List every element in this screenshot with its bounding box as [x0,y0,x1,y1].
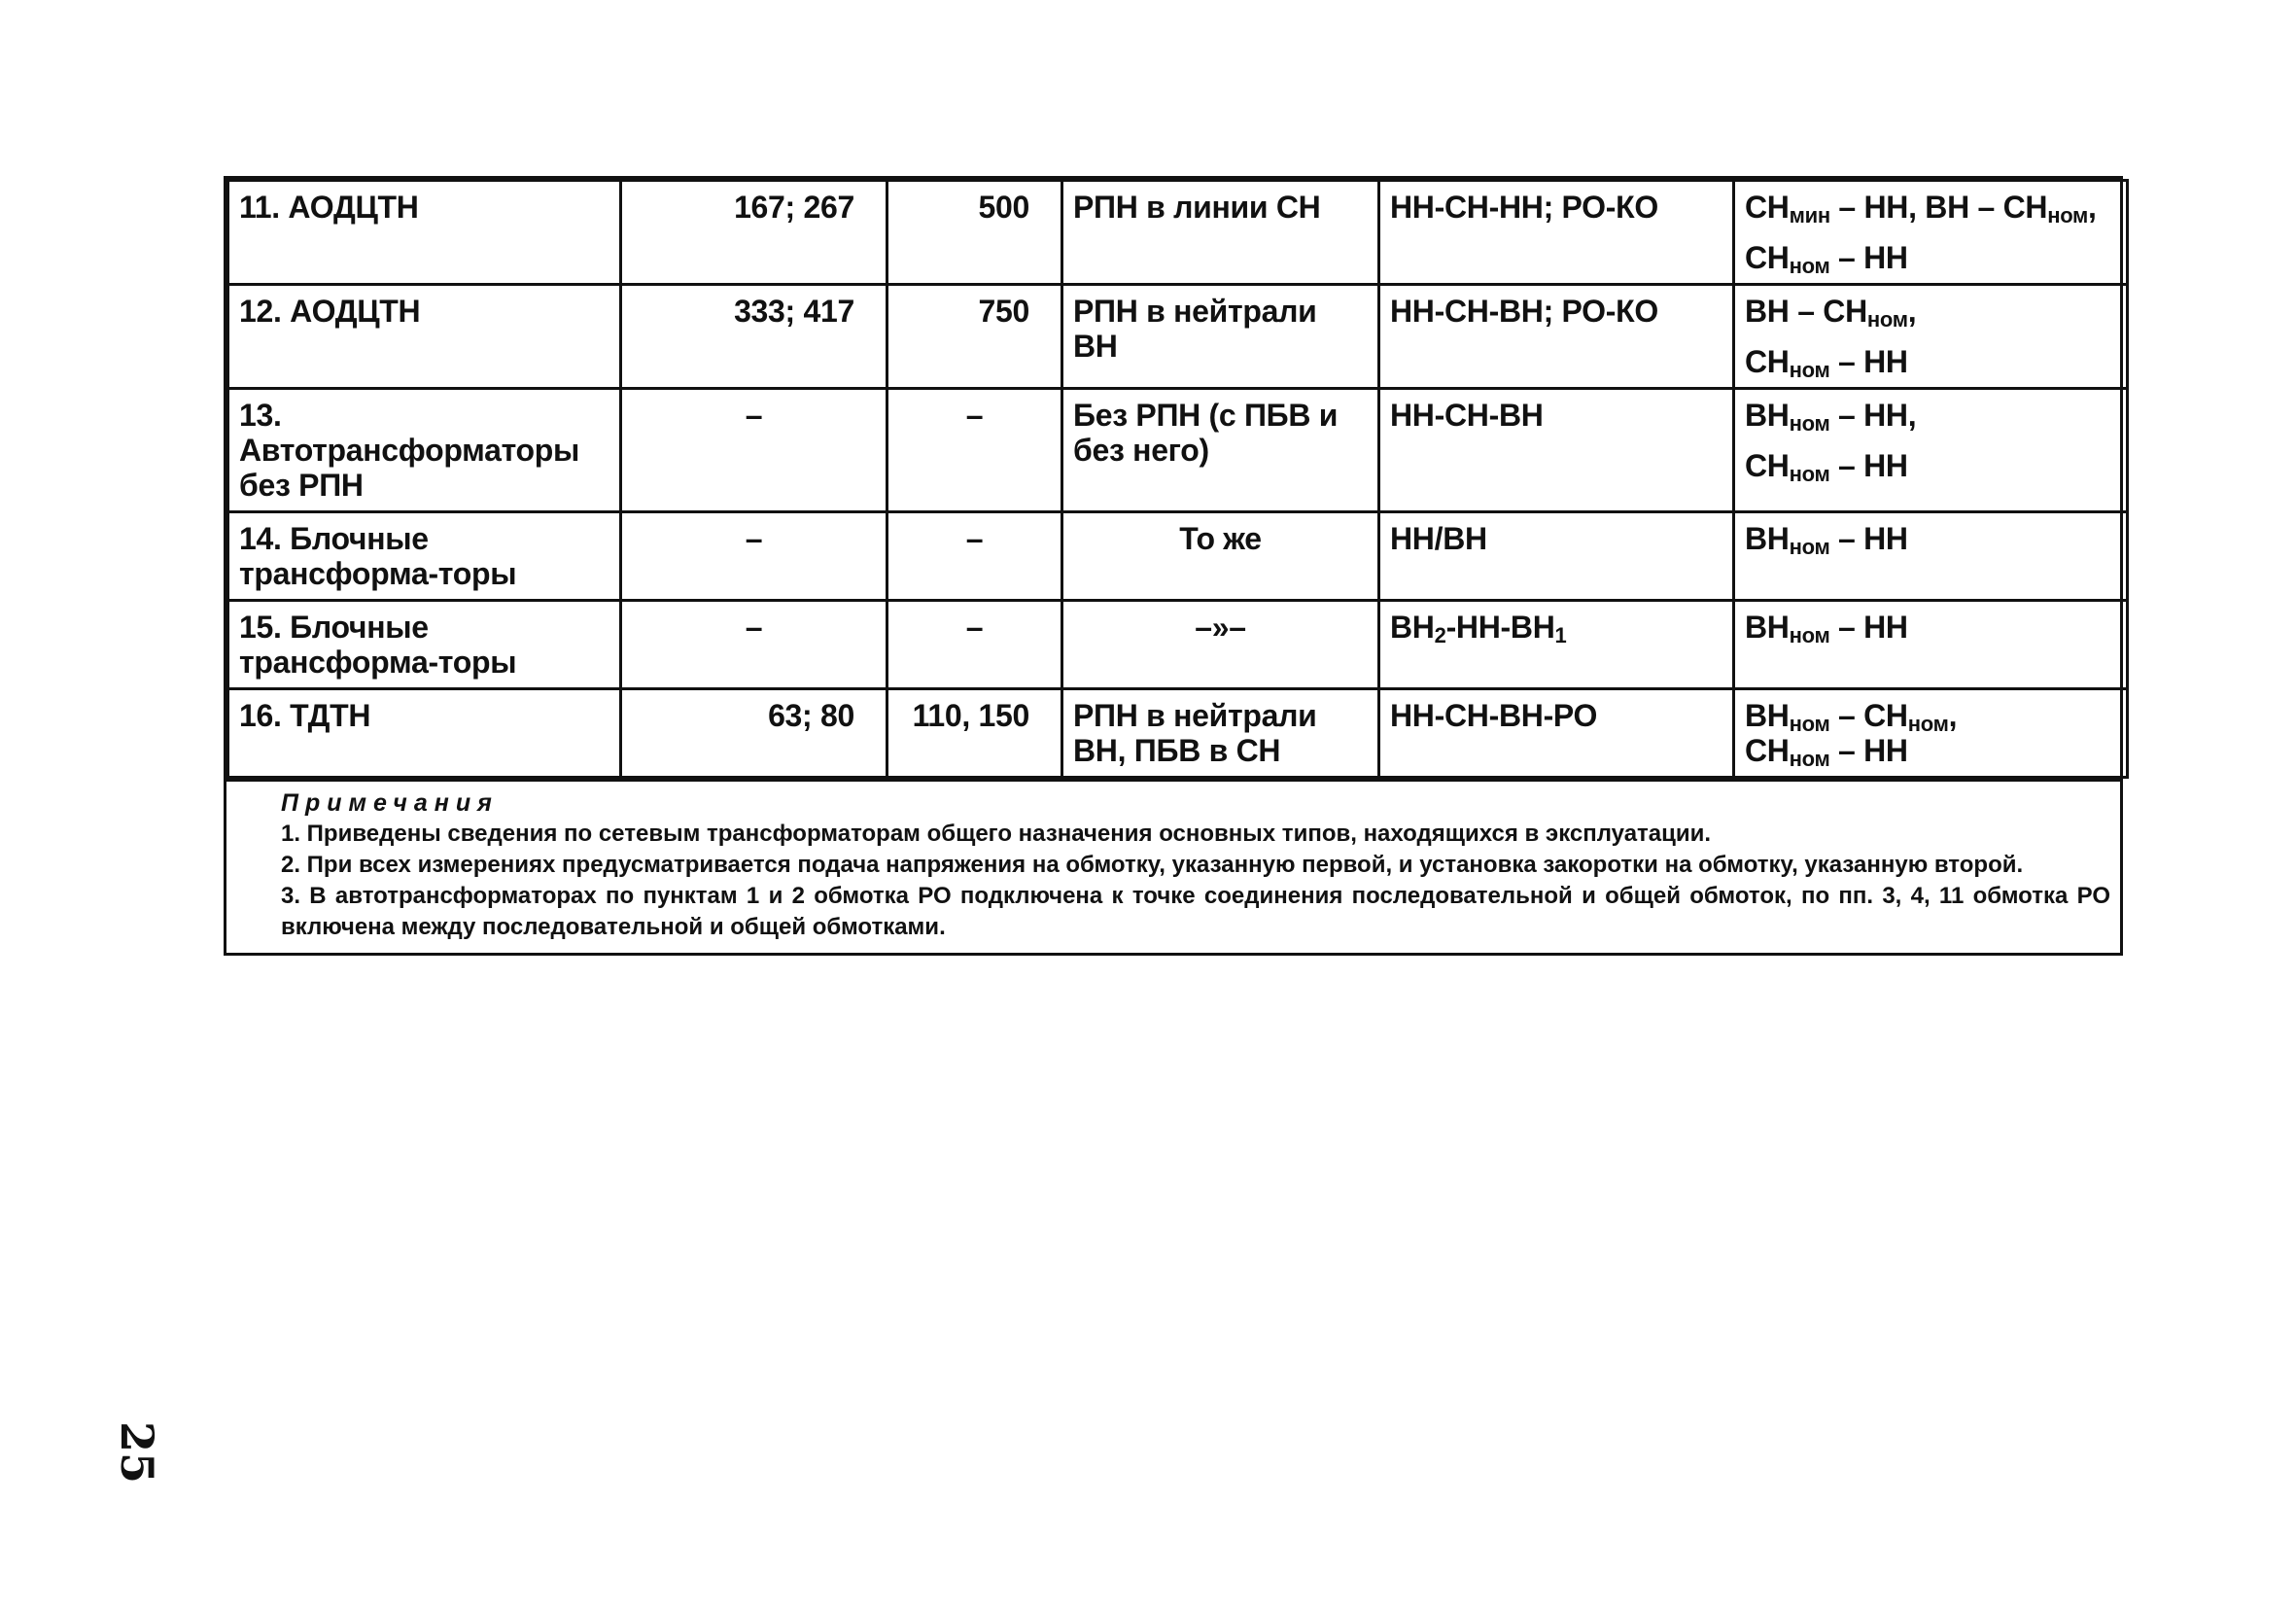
cell-measure-pairs: $СН_{мин}$ – НН, ВН – $СН_{ном}$, $СН_{ном}$ – НН [1734,181,2128,285]
cell-rpn: РПН в нейтрали ВН [1062,285,1379,389]
cell-measure-pairs: $ВН_{ном} - СН_{ном}$, $СН_{ном}$ – НН [1734,689,2128,778]
transformer-table-fragment [224,176,2123,956]
cell-measure-pairs: ВН – $СН_{ном}$, $СН_{ном}$ – НН [1734,285,2128,389]
cell-voltage: – [887,512,1062,601]
notes-heading: Примечания [281,789,499,817]
cell-rpn: Без РПН (с ПБВ и без него) [1062,389,1379,512]
cell-voltage: 500 [887,181,1062,285]
cell-scheme: НН-СН-ВН-РО [1379,689,1734,778]
cell-voltage: – [887,389,1062,512]
cell-measure-pairs: $ВН_{ном}$ – НН [1734,601,2128,689]
cell-power: 167; 267 [621,181,887,285]
cell-transformer-type: 13. Автотрансформаторы без РПН [228,389,621,512]
table-row [228,601,2128,689]
cell-scheme: НН/ВН [1379,512,1734,601]
cell-scheme: НН-СН-ВН; РО-КО [1379,285,1734,389]
cell-transformer-type: 14. Блочные трансформа-торы [228,512,621,601]
cell-voltage: – [887,601,1062,689]
cell-scheme: НН-СН-ВН [1379,389,1734,512]
cell-voltage: 750 [887,285,1062,389]
transformer-table [226,179,2129,779]
cell-measure-pairs: $ВН_{ном}$ – НН [1734,512,2128,601]
note-item: 2. При всех измерениях предусматривается подача напряжения на обмотку, указанную первой, и установка закоротки на обмотку, указанную второй. [281,852,2024,878]
cell-transformer-type: 11. АОДЦТН [228,181,621,285]
cell-rpn: РПН в нейтрали ВН, ПБВ в СН [1062,689,1379,778]
notes-block [226,779,2120,953]
table-row [228,285,2128,389]
cell-power: – [621,389,887,512]
table-row [228,512,2128,601]
table-row [228,389,2128,512]
cell-power: – [621,601,887,689]
cell-transformer-type: 16. ТДТН [228,689,621,778]
cell-rpn: –»– [1062,601,1379,689]
cell-power: – [621,512,887,601]
cell-transformer-type: 12. АОДЦТН [228,285,621,389]
cell-power: 333; 417 [621,285,887,389]
cell-rpn: РПН в линии СН [1062,181,1379,285]
note-item: 3. В автотрансформаторах по пунктам 1 и 2 обмотка РО подключена к точке соединения последовательной и общей обмоток, по пп. 3, 4, 11 обмотка РО включена между последовательной и общей обмотками. [281,883,2110,940]
cell-measure-pairs: $ВН_{ном}$ – НН, $СН_{ном}$ – НН [1734,389,2128,512]
table-row [228,181,2128,285]
cell-scheme: $ВН_2-НН-ВН_1$ [1379,601,1734,689]
cell-power: 63; 80 [621,689,887,778]
cell-scheme: НН-СН-НН; РО-КО [1379,181,1734,285]
note-item: 1. Приведены сведения по сетевым трансформаторам общего назначения основных типов, находящихся в эксплуатации. [281,821,1712,847]
page-number: 25 [111,1421,163,1485]
table-row [228,689,2128,778]
cell-transformer-type: 15. Блочные трансформа-торы [228,601,621,689]
cell-rpn: То же [1062,512,1379,601]
cell-voltage: 110, 150 [887,689,1062,778]
